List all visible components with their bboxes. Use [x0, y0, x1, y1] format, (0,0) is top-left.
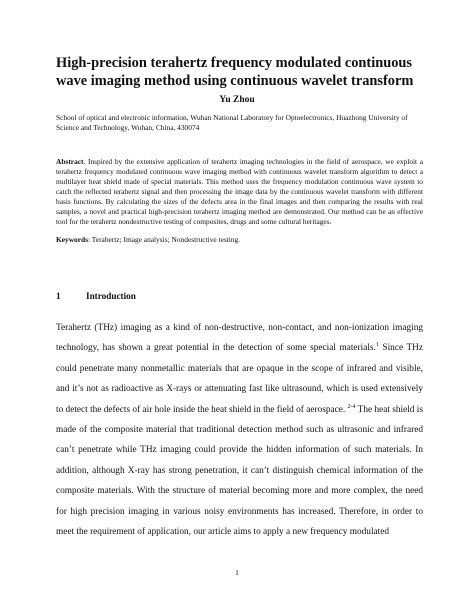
abstract-text: . Inspired by the extensive application of terahertz imaging technologies in the field of aerospace, we exploit a terahertz frequency modulated continuous wave imaging method with continuous wavelet transform algorithm to detect a multilayer heat shield made of special materials. This method uses the frequency modulation continuous wave system to catch the reflected terahertz signal and then processing the image data by the continuous wavelet transform with different basis functions. By calculating the sizes of the defects area in the final images and then comparing the results with real samples, a novel and practical high-precision terahertz imaging method are demonstrated. Our method can be an effective tool for the terahertz nondestructive testing of composites, drugs and some cultural heritages. — [56, 157, 423, 226]
citation-ref-1: 1 — [375, 342, 379, 349]
section-number: 1 — [56, 291, 61, 301]
author-affiliation: School of optical and electronic information, Wuhan National Laboratory for Optoelectronics, Huazhong University of Science and Technology, Wuhan, China, 430074 — [56, 113, 408, 133]
intro-text-3: The heat shield is made of the composite material that traditional detection method such as ultrasonic and infrared can’t penetrate while THz imaging could provide the hidden information of such materials. In addition, although X-ray has strong penetration, it can’t distinguish chemical information of the composite materials. With the structure of material becoming more and more complex, the need for high precision imaging in various noisy environments has increased. Therefore, in order to meet the requirement of application, our article aims to apply a new frequency modulated — [56, 404, 423, 538]
keywords-text: : Terahertz; Image analysis; Nondestructive testing. — [88, 235, 241, 244]
author-name: Yu Zhou — [219, 95, 255, 105]
intro-text-1: Terahertz (THz) imaging as a kind of non-destructive, non-contact, and non-ionization imaging technology, has shown a great potential in the detection of some special materials. — [56, 323, 423, 354]
section-heading — [56, 291, 136, 301]
introduction-paragraph — [56, 318, 423, 542]
abstract — [56, 157, 423, 227]
page-number: 1 — [235, 568, 239, 577]
paper-title: High-precision terahertz frequency modulated continuous wave imaging method using continuous wavelet transform — [56, 55, 414, 89]
intro-text-2: Since THz could penetrate many nonmetallic materials that are opaque in the scope of infrared and visible, and it’s not as radioactive as X-rays or attenuating fast like ultrasound, which is used extensively to detect the defects of air hole inside the heat shield in the field of aerospace. — [56, 343, 423, 415]
section-title: Introduction — [86, 291, 136, 301]
citation-ref-2-4: 2-4 — [347, 403, 356, 410]
keywords — [56, 235, 423, 245]
keywords-label: Keywords — [56, 235, 89, 244]
abstract-label: Abstract — [56, 157, 84, 166]
